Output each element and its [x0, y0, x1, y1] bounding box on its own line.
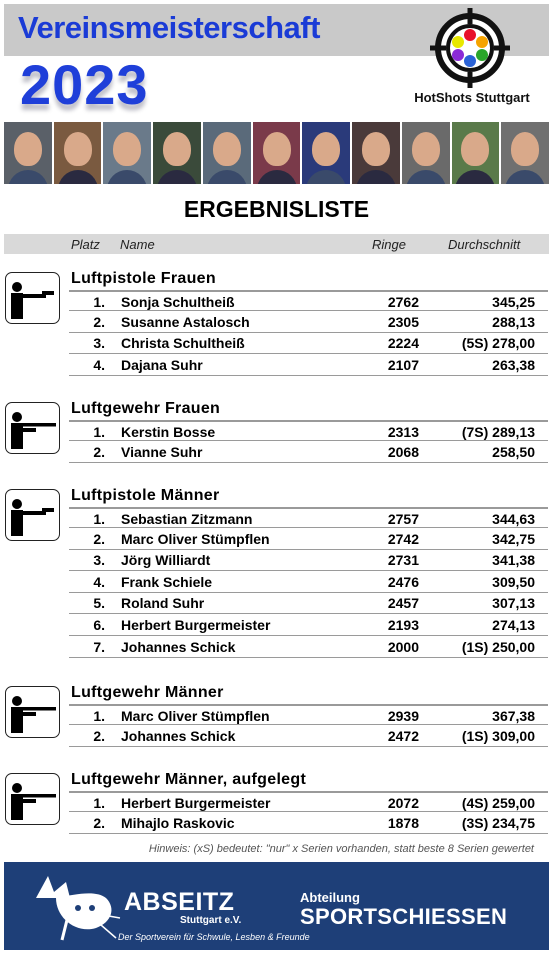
face-icon: [113, 132, 141, 166]
row-place: 2.: [93, 443, 105, 460]
footer-brand: ABSEITZ: [124, 888, 235, 916]
hint-note: Hinweis: (xS) bedeutet: "nur" x Serien vorhanden, statt beste 8 Serien gewertet: [148, 843, 534, 855]
face-icon: [213, 132, 241, 166]
row-average: 263,38: [492, 356, 535, 373]
table-row: [69, 507, 548, 528]
club-name: HotShots Stuttgart: [414, 90, 530, 105]
row-average: 342,75: [492, 530, 535, 547]
table-row: [69, 442, 548, 463]
shirt-icon: [8, 170, 48, 184]
member-photo: [4, 122, 52, 184]
column-header: [4, 234, 549, 254]
page-title: Vereinsmeisterschaft: [18, 10, 320, 45]
category-title: Luftpistole Frauen: [71, 270, 216, 287]
row-average: (7S) 289,13: [461, 424, 535, 440]
shirt-icon: [505, 170, 545, 184]
row-rings: 2757: [387, 511, 419, 527]
row-name: Marc Oliver Stümpflen: [121, 530, 270, 547]
shirt-icon: [257, 170, 297, 184]
shirt-icon: [306, 170, 346, 184]
footer-banner: [4, 862, 549, 950]
row-name: Dajana Suhr: [121, 356, 203, 373]
row-rings: 2107: [387, 356, 419, 373]
footer-brand-sub: Stuttgart e.V.: [180, 915, 242, 926]
row-average: (4S) 259,00: [461, 795, 535, 811]
row-place: 7.: [93, 638, 105, 655]
year-title: 2023: [20, 53, 149, 116]
rifle-shooter-icon: [8, 778, 58, 822]
rifle-shooter-icon: [5, 686, 60, 738]
member-photo: [253, 122, 301, 184]
header: [4, 4, 549, 114]
row-average: 345,25: [492, 294, 535, 310]
shirt-icon: [356, 170, 396, 184]
row-name: Roland Suhr: [121, 595, 205, 612]
face-icon: [362, 132, 390, 166]
row-place: 2.: [93, 530, 105, 547]
table-row: [69, 637, 548, 658]
row-rings: 2742: [387, 530, 419, 547]
table-row: [69, 333, 548, 354]
table-row: [69, 593, 548, 614]
row-name: Frank Schiele: [121, 573, 213, 590]
row-rings: 2472: [387, 727, 419, 744]
shirt-icon: [406, 170, 446, 184]
table-row: [69, 420, 548, 441]
face-icon: [14, 132, 42, 166]
table-row: [69, 704, 548, 725]
row-rings: 2224: [387, 335, 419, 352]
row-name: Marc Oliver Stümpflen: [121, 708, 270, 724]
pistol-shooter-icon: [8, 494, 58, 538]
table-row: [69, 726, 548, 747]
table-row: [69, 355, 548, 376]
row-place: 6.: [93, 617, 105, 633]
member-photo: [153, 122, 201, 184]
row-rings: 2072: [387, 795, 419, 811]
row-average: (3S) 234,75: [461, 814, 535, 831]
category-title: Luftgewehr Männer: [71, 684, 224, 701]
row-rings: 2476: [387, 573, 419, 590]
rifle-shooter-icon: [5, 402, 60, 454]
row-name: Vianne Suhr: [121, 443, 203, 460]
mascot-logo-icon: [26, 868, 122, 944]
row-place: 1.: [93, 294, 105, 310]
row-average: (1S) 250,00: [461, 638, 535, 655]
member-photo: [203, 122, 251, 184]
face-icon: [412, 132, 440, 166]
rifle-shooter-icon: [8, 407, 58, 451]
row-rings: 2068: [387, 443, 419, 460]
pistol-shooter-icon: [8, 277, 58, 321]
row-place: 4.: [93, 573, 105, 590]
row-place: 4.: [93, 356, 105, 373]
row-rings: 1878: [387, 814, 419, 831]
row-average: 309,50: [492, 573, 535, 590]
face-icon: [461, 132, 489, 166]
row-rings: 2193: [387, 617, 419, 633]
row-name: Sebastian Zitzmann: [121, 511, 253, 527]
member-photo: [302, 122, 350, 184]
row-name: Herbert Burgermeister: [121, 795, 271, 811]
table-row: [69, 615, 548, 636]
category-title: Luftpistole Männer: [71, 487, 220, 504]
row-place: 1.: [93, 424, 105, 440]
footer-tagline: Der Sportverein für Schwule, Lesben & Freunde: [118, 932, 310, 942]
shirt-icon: [58, 170, 98, 184]
row-average: 258,50: [492, 443, 535, 460]
row-average: 288,13: [492, 313, 535, 330]
row-name: Johannes Schick: [121, 727, 236, 744]
row-name: Susanne Astalosch: [121, 313, 250, 330]
column-place: Platz: [71, 237, 100, 252]
row-rings: 2000: [387, 638, 419, 655]
row-rings: 2939: [387, 708, 419, 724]
table-row: [69, 791, 548, 812]
row-average: (1S) 309,00: [461, 727, 535, 744]
table-row: [69, 572, 548, 593]
footer-dept-name: SPORTSCHIESSEN: [300, 904, 508, 929]
member-photo: [501, 122, 549, 184]
pistol-shooter-icon: [5, 272, 60, 324]
member-photo: [103, 122, 151, 184]
row-average: 344,63: [492, 511, 535, 527]
member-photo: [402, 122, 450, 184]
target-logo-icon: [430, 8, 510, 88]
row-average: 307,13: [492, 595, 535, 612]
column-average: Durchschnitt: [448, 237, 521, 252]
face-icon: [511, 132, 539, 166]
row-rings: 2762: [387, 294, 419, 310]
results-list-title: ERGEBNISLISTE: [183, 196, 370, 222]
footer-dept-label: Abteilung: [300, 890, 360, 905]
row-place: 1.: [93, 511, 105, 527]
row-name: Christa Schultheiß: [121, 335, 245, 352]
table-row: [69, 290, 548, 311]
table-row: [69, 312, 548, 333]
row-name: Johannes Schick: [121, 638, 236, 655]
row-place: 2.: [93, 814, 105, 831]
member-photo: [452, 122, 500, 184]
shirt-icon: [455, 170, 495, 184]
rifle-shooter-icon: [8, 691, 58, 735]
table-row: [69, 550, 548, 571]
member-photo: [352, 122, 400, 184]
row-average: (5S) 278,00: [461, 335, 535, 352]
rifle-shooter-icon: [5, 773, 60, 825]
row-rings: 2731: [387, 552, 419, 569]
table-row: [69, 813, 548, 834]
row-place: 2.: [93, 313, 105, 330]
row-average: 274,13: [492, 617, 535, 633]
row-place: 3.: [93, 552, 105, 569]
row-average: 367,38: [492, 708, 535, 724]
row-place: 3.: [93, 335, 105, 352]
row-rings: 2305: [387, 313, 419, 330]
row-name: Herbert Burgermeister: [121, 617, 271, 633]
row-rings: 2313: [387, 424, 419, 440]
row-place: 1.: [93, 708, 105, 724]
pistol-shooter-icon: [5, 489, 60, 541]
category-title: Luftgewehr Männer, aufgelegt: [71, 771, 307, 788]
face-icon: [64, 132, 92, 166]
row-name: Mihajlo Raskovic: [121, 814, 235, 831]
face-icon: [312, 132, 340, 166]
row-place: 2.: [93, 727, 105, 744]
row-rings: 2457: [387, 595, 419, 612]
table-row: [69, 529, 548, 550]
row-name: Kerstin Bosse: [121, 424, 216, 440]
shirt-icon: [157, 170, 197, 184]
member-photo: [54, 122, 102, 184]
face-icon: [263, 132, 291, 166]
column-name: Name: [120, 237, 155, 252]
row-place: 1.: [93, 795, 105, 811]
shirt-icon: [207, 170, 247, 184]
row-average: 341,38: [492, 552, 535, 569]
row-name: Jörg Williardt: [121, 552, 211, 569]
row-place: 5.: [93, 595, 105, 612]
face-icon: [163, 132, 191, 166]
member-photo-strip: [4, 122, 549, 184]
category-title: Luftgewehr Frauen: [71, 400, 221, 417]
shirt-icon: [107, 170, 147, 184]
column-rings: Ringe: [372, 237, 406, 252]
row-name: Sonja Schultheiß: [121, 294, 235, 310]
